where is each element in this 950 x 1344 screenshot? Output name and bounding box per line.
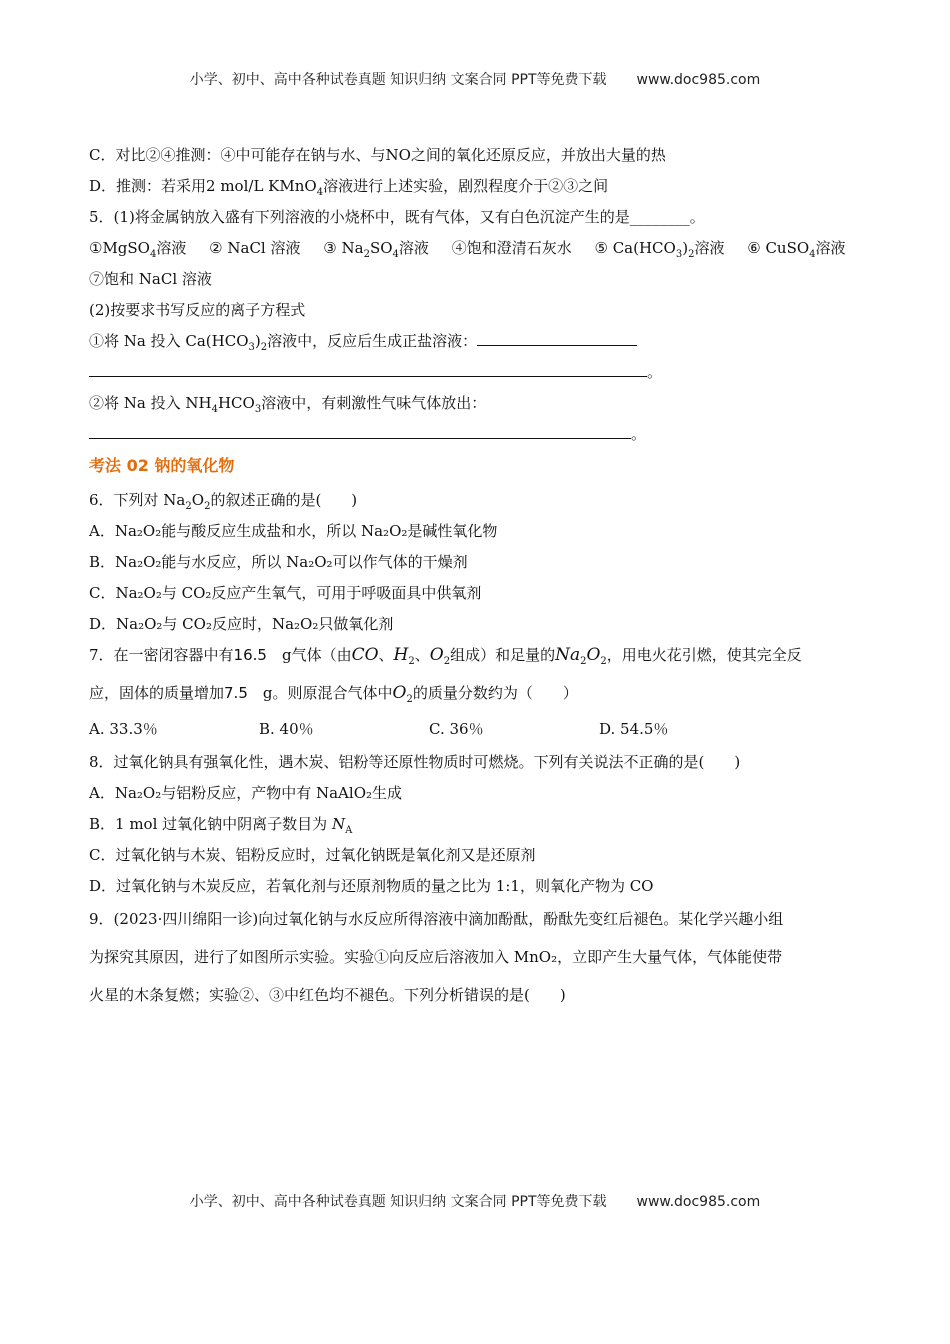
q8-option-c: C．过氧化钠与木炭、铝粉反应时，过氧化钠既是氧化剂又是还原剂 — [89, 846, 536, 864]
q7-option-c: C. 36％ — [429, 720, 484, 738]
q5-opt2: ② NaCl 溶液 — [209, 239, 301, 257]
q5-opt3: ③ $Na_2SO_4$溶液 — [323, 239, 429, 260]
answer-blank — [477, 331, 637, 346]
footer-site: www.doc985.com — [636, 1194, 761, 1210]
q6-stem: 6．下列对 $Na_2O_2$的叙述正确的是( ) — [89, 491, 358, 512]
page-footer — [0, 1191, 950, 1211]
q7-option-a: A. 33.3％ — [89, 720, 158, 738]
q6-option-d: D．Na₂O₂与 CO₂反应时，Na₂O₂只做氧化剂 — [89, 615, 394, 633]
q7-option-d: D. 54.5％ — [599, 720, 669, 738]
section-heading: 考法 02 钠的氧化物 — [89, 456, 235, 475]
q7-line1: 7．在一密闭容器中有16.5 g气体（由CO、$H_2$、$O_2$组成）和足量的$Na_2O_2$，用电火花引燃，使其完全反 — [89, 645, 802, 667]
q5-part2: (2)按要求书写反应的离子方程式 — [89, 301, 306, 319]
q4-option-d: D．推测：若采用2 mol/L KMnO$_4$溶液进行上述实验，剧烈程度介于②③之间 — [89, 177, 609, 198]
q5-part2-line2: 。 — [89, 361, 662, 382]
header-text: 小学、初中、高中各种试卷真题 知识归纳 文案合同 PPT等免费下载 — [189, 72, 607, 88]
q9-line3: 火星的木条复燃；实验②、③中红色均不褪色。下列分析错误的是( ) — [89, 986, 566, 1004]
q8-option-d: D．过氧化钠与木炭反应，若氧化剂与还原剂物质的量之比为 1:1，则氧化产物为 CO — [89, 877, 654, 895]
q5-part2-line3: 。 — [89, 423, 646, 444]
q5-part2-item1: ①将 Na 投入 $Ca(HCO_3)_2$溶液中，反应后生成正盐溶液： — [89, 330, 637, 353]
q4-option-c: C．对比②④推测：④中可能存在钠与水、与NO之间的氧化还原反应，并放出大量的热 — [89, 146, 666, 164]
q9-line2: 为探究其原因，进行了如图所示实验。实验①向反应后溶液加入 MnO₂，立即产生大量气体，气体能使带 — [89, 948, 783, 966]
q5-opt4: ④饱和澄清石灰水 — [451, 239, 572, 257]
q5-opt6: ⑥ CuSO$_4$溶液 — [747, 239, 846, 260]
q5-part2-item2: ②将 Na 投入 $NH_4HCO_3$溶液中，有刺激性气味气体放出： — [89, 394, 487, 415]
q7-options — [89, 718, 668, 739]
q6-option-b: B．Na₂O₂能与水反应，所以 Na₂O₂可以作气体的干燥剂 — [89, 553, 468, 571]
q6-option-a: A．Na₂O₂能与酸反应生成盐和水，所以 Na₂O₂是碱性氧化物 — [89, 522, 498, 540]
q8-stem: 8．过氧化钠具有强氧化性，遇木炭、铝粉等还原性物质时可燃烧。下列有关说法不正确的是( ) — [89, 753, 741, 771]
q7-option-b: B. 40％ — [259, 720, 314, 738]
q5-options-line — [89, 237, 846, 260]
header-site: www.doc985.com — [636, 72, 761, 88]
answer-blank — [89, 362, 647, 377]
q5-opt7: ⑦饱和 NaCl 溶液 — [89, 270, 212, 288]
q8-option-b: B．1 mol 过氧化钠中阴离子数目为 $N_A$ — [89, 815, 353, 836]
page-header — [0, 69, 950, 89]
q5-opt5: ⑤ $Ca(HCO_3)_2$溶液 — [594, 239, 725, 260]
q5-opt1: ①MgSO$_4$溶液 — [89, 239, 187, 260]
q6-option-c: C．Na₂O₂与 CO₂反应产生氧气，可用于呼吸面具中供氧剂 — [89, 584, 482, 602]
footer-text: 小学、初中、高中各种试卷真题 知识归纳 文案合同 PPT等免费下载 — [189, 1194, 607, 1210]
q9-line1: 9．(2023·四川绵阳一诊)向过氧化钠与水反应所得溶液中滴加酚酞，酚酞先变红后褪色。某化学兴趣小组 — [89, 910, 784, 928]
answer-blank — [89, 424, 631, 439]
q5-stem: 5．(1)将金属钠放入盛有下列溶液的小烧杯中，既有气体，又有白色沉淀产生的是________。 — [89, 208, 705, 226]
q8-option-a: A．Na₂O₂与铝粉反应，产物中有 NaAlO₂生成 — [89, 784, 403, 802]
q7-line2: 应，固体的质量增加7.5 g。则原混合气体中$O_2$的质量分数约为（ ） — [89, 683, 578, 705]
